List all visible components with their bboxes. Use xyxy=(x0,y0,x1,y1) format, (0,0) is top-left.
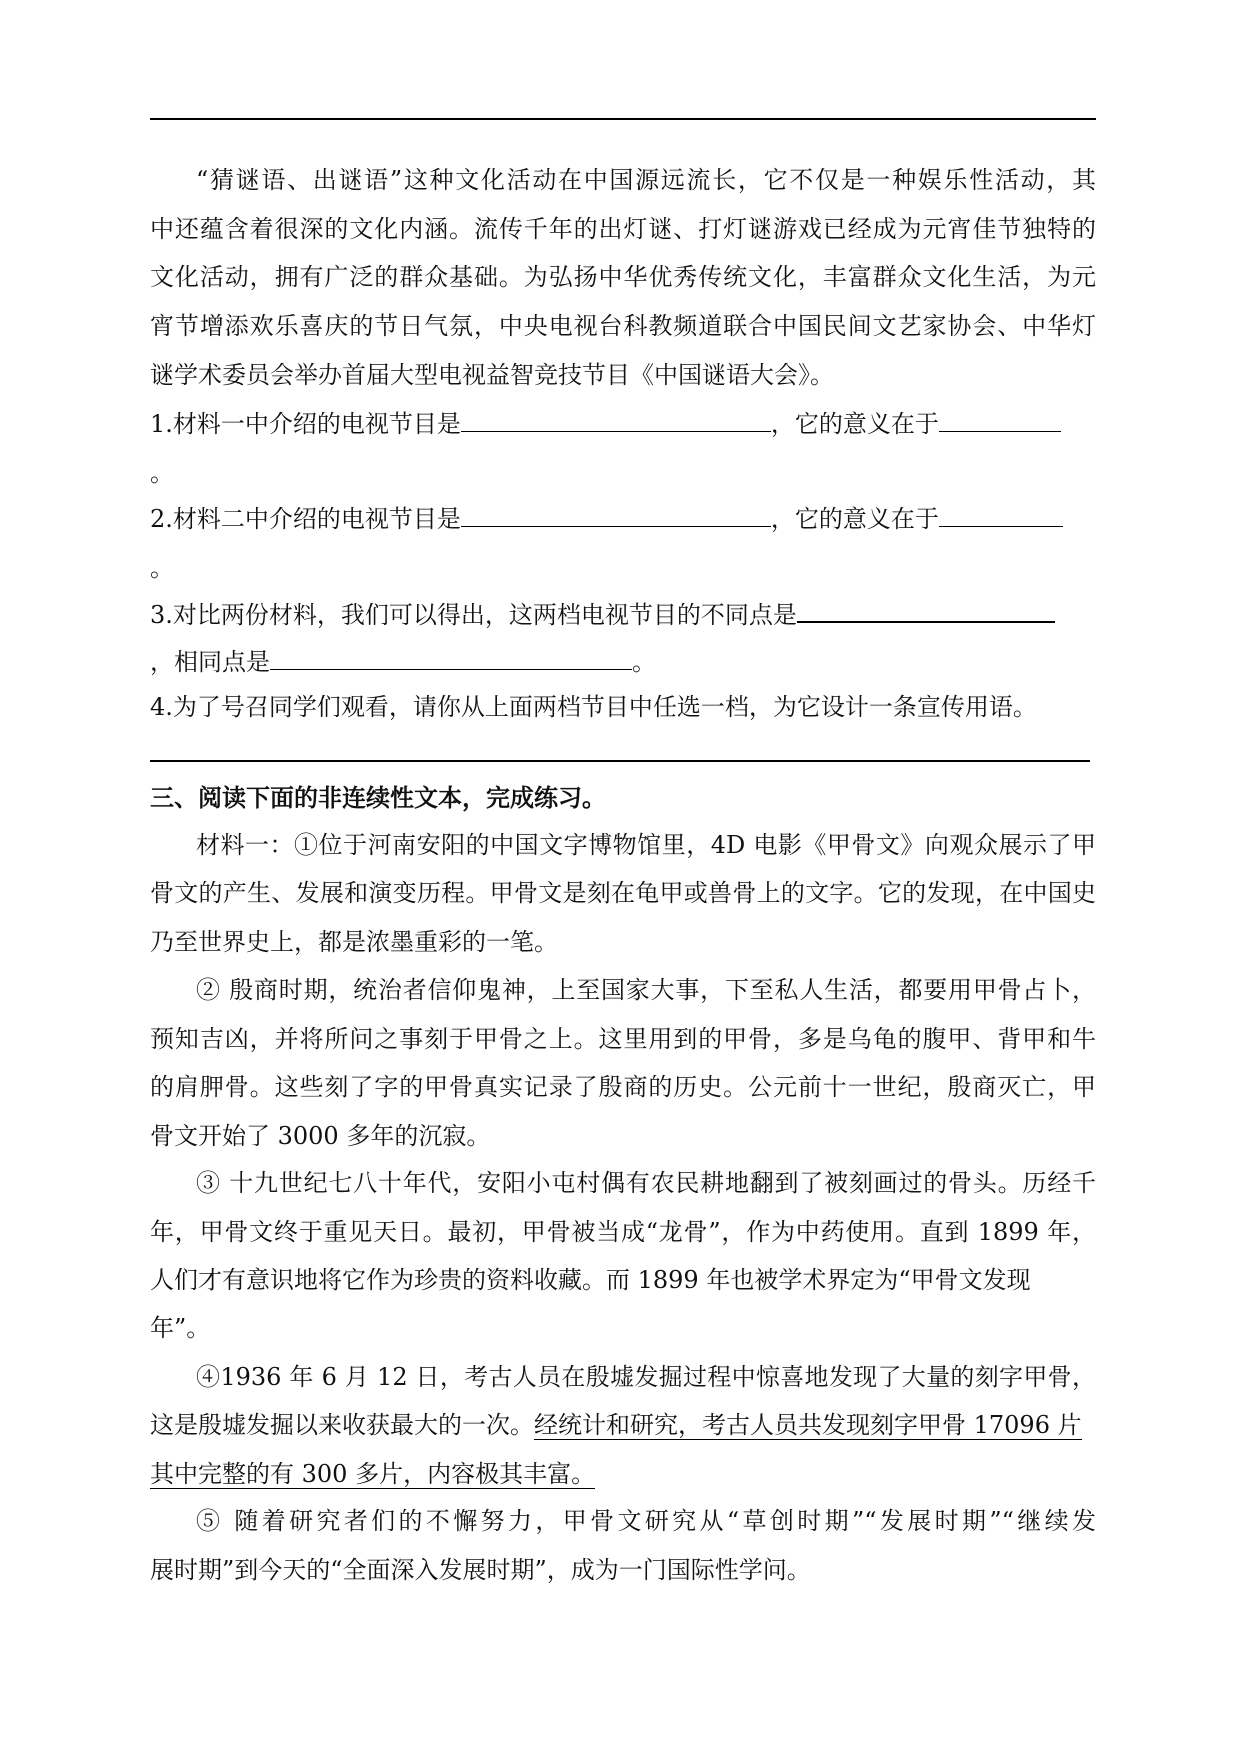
question-2 xyxy=(150,500,1063,536)
s3-p4-underlined-sentence-part-1: 经统计和研究，考古人员共发现刻字甲骨 17096 片 xyxy=(534,1411,1082,1439)
question-1-end: 。 xyxy=(150,459,174,487)
question-2-prefix: 2.材料二中介绍的电视节目是 xyxy=(150,505,461,533)
s3-p3-line-3: 人们才有意识地将它作为珍贵的资料收藏。而 1899 年也被学术界定为“甲骨文发现 xyxy=(150,1266,1031,1294)
s3-p4-line-3 xyxy=(150,1457,595,1491)
question-4: 4.为了号召同学们观看，请你从上面两档节目中任选一档，为它设计一条宣传用语。 xyxy=(150,693,1037,721)
s3-p4-line-2 xyxy=(150,1408,1082,1442)
s3-p4-line-1: ④1936 年 6 月 12 日，考古人员在殷墟发掘过程中惊喜地发现了大量的刻字甲骨， xyxy=(196,1363,1096,1391)
s3-p2-line-4: 骨文开始了 3000 多年的沉寂。 xyxy=(150,1122,491,1150)
material2-line-1: “猜谜语、出谜语”这种文化活动在中国源远流长，它不仅是一种娱乐性活动，其 xyxy=(196,166,1096,194)
s3-p1-line-1: 材料一：①位于河南安阳的中国文字博物馆里，4D 电影《甲骨文》向观众展示了甲 xyxy=(196,831,1096,859)
question-3-end: 。 xyxy=(632,648,656,676)
question-2-mid: ，它的意义在于 xyxy=(770,505,939,533)
question-1 xyxy=(150,405,1061,441)
material2-line-2: 中还蕴含着很深的文化内涵。流传千年的出灯谜、打灯谜游戏已经成为元宵佳节独特的 xyxy=(150,215,1096,243)
question-3-blank-difference[interactable] xyxy=(797,595,1055,623)
top-rule xyxy=(150,118,1096,120)
s3-p5-line-2: 展时期”到今天的“全面深入发展时期”，成为一门国际性学问。 xyxy=(150,1556,811,1584)
question-3 xyxy=(150,595,1055,632)
s3-p5-line-1: ⑤ 随着研究者们的不懈努力，甲骨文研究从“草创时期”“发展时期”“继续发 xyxy=(196,1507,1096,1535)
s3-p3-line-1: ③ 十九世纪七八十年代，安阳小屯村偶有农民耕地翻到了被刻画过的骨头。历经千 xyxy=(196,1169,1096,1197)
question-1-blank-meaning[interactable] xyxy=(939,405,1061,432)
question-3-line-2 xyxy=(150,643,656,679)
question-1-prefix: 1.材料一中介绍的电视节目是 xyxy=(150,410,461,438)
s3-p3-line-2: 年，甲骨文终于重见天日。最初，甲骨被当成“龙骨”，作为中药使用。直到 1899 年， xyxy=(150,1218,1096,1246)
question-3-similarity-prefix: ，相同点是 xyxy=(150,648,270,676)
s3-p2-line-1: ② 殷商时期，统治者信仰鬼神，上至国家大事，下至私人生活，都要用甲骨占卜， xyxy=(196,976,1096,1004)
question-2-blank-program[interactable] xyxy=(461,500,771,527)
question-3-prefix: 3.对比两份材料，我们可以得出，这两档电视节目的不同点是 xyxy=(150,601,797,629)
section-3-heading: 三、阅读下面的非连续性文本，完成练习。 xyxy=(150,784,606,812)
question-3-blank-similarity[interactable] xyxy=(270,643,632,670)
material2-line-4: 宵节增添欢乐喜庆的节日气氛，中央电视台科教频道联合中国民间文艺家协会、中华灯 xyxy=(150,312,1096,340)
s3-p1-line-2: 骨文的产生、发展和演变历程。甲骨文是刻在龟甲或兽骨上的文字。它的发现，在中国史 xyxy=(150,879,1096,907)
question-1-blank-program[interactable] xyxy=(461,405,771,432)
material2-line-3: 文化活动，拥有广泛的群众基础。为弘扬中华优秀传统文化，丰富群众文化生活，为元 xyxy=(150,263,1096,291)
s3-p1-line-3: 乃至世界史上，都是浓墨重彩的一笔。 xyxy=(150,928,558,956)
s3-p2-line-3: 的肩胛骨。这些刻了字的甲骨真实记录了殷商的历史。公元前十一世纪，殷商灭亡，甲 xyxy=(150,1073,1096,1101)
s3-p3-line-4: 年”。 xyxy=(150,1314,211,1342)
question-4-answer-line[interactable] xyxy=(150,760,1090,762)
question-2-blank-meaning[interactable] xyxy=(939,500,1063,527)
material2-line-5: 谜学术委员会举办首届大型电视益智竞技节目《中国谜语大会》。 xyxy=(150,361,834,389)
s3-p2-line-2: 预知吉凶，并将所问之事刻于甲骨之上。这里用到的甲骨，多是乌龟的腹甲、背甲和牛 xyxy=(150,1025,1096,1053)
question-2-end: 。 xyxy=(150,554,174,582)
question-1-mid: ，它的意义在于 xyxy=(770,410,939,438)
s3-p4-line-2-plain: 这是殷墟发掘以来收获最大的一次。 xyxy=(150,1411,534,1439)
s3-p4-underlined-sentence-part-2: 其中完整的有 300 多片，内容极其丰富。 xyxy=(150,1460,596,1488)
